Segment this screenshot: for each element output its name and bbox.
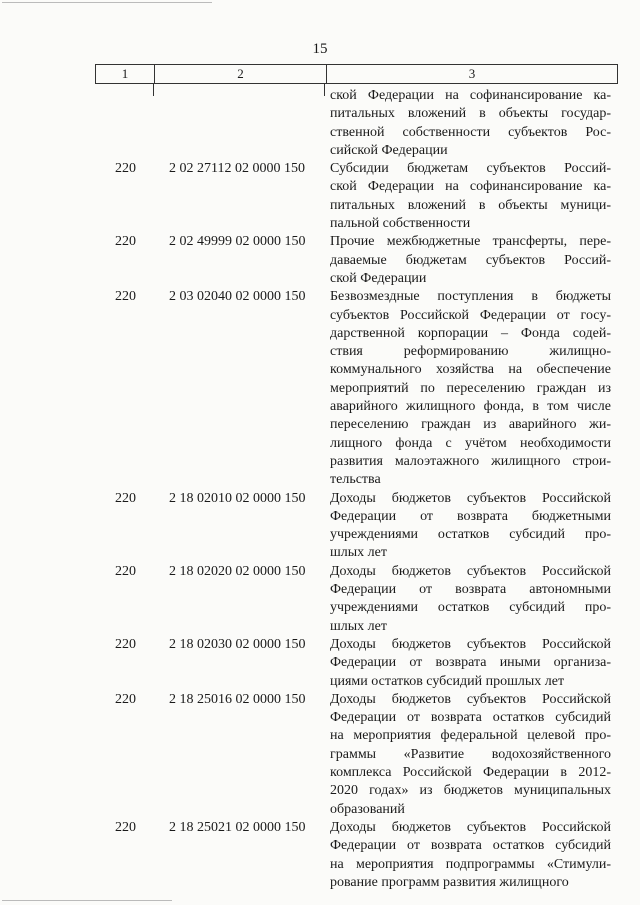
revenue-code: 2 02 27112 02 0000 150: [169, 161, 305, 177]
description-line: Доходы бюджетов субъектов Российской: [330, 820, 611, 835]
revenue-code: 2 18 25021 02 0000 150: [169, 820, 306, 835]
row-description: [330, 563, 611, 636]
description-line: Федерации от возврата остатков субсидий: [330, 710, 611, 726]
description-line: граммы «Развитие водохозяйственного: [330, 746, 611, 762]
description-line: тельства: [330, 472, 381, 488]
description-line: пальной собственности: [330, 216, 471, 232]
header-stub-line-1: [153, 84, 154, 96]
admin-code: 220: [115, 820, 136, 835]
revenue-code: 2 18 25016 02 0000 150: [169, 691, 306, 707]
description-line: Прочие межбюджетные трансферты, пере-: [330, 234, 611, 250]
description-line: Доходы бюджетов субъектов Российской: [330, 637, 611, 652]
table-header: [95, 64, 618, 84]
description-line: субъектов Российской Федерации от госу-: [330, 307, 611, 323]
admin-code: 220: [115, 161, 136, 177]
description-line: аварийного жилищного фонда, в том числе: [330, 399, 611, 415]
description-line: шлых лет: [330, 545, 387, 561]
header-col-1: 1: [96, 65, 155, 83]
description-line: переселению граждан из аварийного жи-: [330, 417, 611, 433]
description-line: учреждениями остатков субсидий про-: [330, 600, 611, 616]
row-description: [330, 691, 611, 819]
description-line: образований: [330, 801, 405, 817]
row-description: [330, 233, 611, 288]
description-line: мероприятий по переселению граждан из: [330, 380, 611, 396]
description-line: ской Федерации на софинансирование ка-: [330, 88, 611, 103]
revenue-code: 2 18 02010 02 0000 150: [169, 490, 306, 506]
description-line: Федерации от возврата иными организа-: [330, 655, 611, 671]
header-stub-line-2: [324, 84, 325, 96]
description-line: Доходы бюджетов субъектов Российской: [330, 691, 611, 707]
description-line: лищного фонда с учётом необходимости: [330, 435, 611, 451]
row-description: [330, 819, 611, 892]
header-col-3: 3: [468, 66, 476, 81]
description-line: Субсидии бюджетам субъектов Россий-: [330, 161, 611, 177]
scan-mark-bottom: [2, 900, 172, 901]
row-description: [330, 160, 611, 233]
description-line: Федерации от возврата автономными: [330, 582, 611, 598]
description-line: Доходы бюджетов субъектов Российской: [330, 490, 611, 506]
admin-code: 220: [115, 289, 136, 305]
description-line: ской Федерации на софинансирование ка-: [330, 179, 611, 195]
scan-mark-top: [2, 2, 212, 3]
description-line: рование программ развития жилищного: [330, 874, 569, 890]
description-line: Доходы бюджетов субъектов Российской: [330, 563, 611, 579]
description-line: ской Федерации: [330, 270, 427, 286]
description-line: дарственной корпорации – Фонда содей-: [330, 325, 611, 341]
row-description: [330, 490, 611, 563]
description-line: Федерации от возврата бюджетными: [330, 508, 611, 524]
description-line: питальных вложений в объекты государ-: [330, 106, 611, 122]
admin-code: 220: [115, 490, 136, 506]
description-line: на мероприятия подпрограммы «Стимули-: [330, 856, 611, 872]
row-description: [330, 288, 611, 489]
admin-code: 220: [115, 691, 136, 707]
description-line: комплекса Российской Федерации в 2012-: [330, 765, 611, 781]
description-line: развития малоэтажного жилищного строи-: [330, 453, 611, 469]
row-description: [330, 636, 611, 691]
revenue-code: 2 03 02040 02 0000 150: [169, 289, 306, 305]
row-description: [330, 87, 611, 160]
admin-code: 220: [115, 637, 136, 652]
description-line: питальных вложений в объекты муници-: [330, 197, 611, 213]
header-col-2: 2: [155, 65, 327, 83]
description-line: учреждениями остатков субсидий про-: [330, 527, 611, 543]
description-line: ственной собственности субъектов Рос-: [330, 124, 611, 140]
description-line: на мероприятия федеральной целевой про-: [330, 728, 611, 744]
description-line: Безвозмездные поступления в бюджеты: [330, 289, 611, 305]
revenue-code: 2 02 49999 02 0000 150: [169, 234, 306, 250]
page-number: 15: [312, 41, 328, 57]
description-line: циями остатков субсидий прошлых лет: [330, 673, 565, 689]
admin-code: 220: [115, 234, 136, 250]
description-line: коммунального хозяйства на обеспечение: [330, 362, 611, 378]
description-line: даваемые бюджетам субъектов Россий-: [330, 252, 611, 268]
description-line: ствия реформированию жилищно-: [330, 344, 611, 360]
revenue-code: 2 18 02030 02 0000 150: [169, 637, 306, 652]
description-line: Федерации от возврата остатков субсидий: [330, 838, 611, 854]
description-line: сийской Федерации: [330, 142, 448, 158]
description-line: шлых лет: [330, 618, 387, 634]
admin-code: 220: [115, 563, 136, 579]
description-line: 2020 годах» из бюджетов муниципальных: [330, 783, 611, 799]
revenue-code: 2 18 02020 02 0000 150: [169, 563, 306, 579]
